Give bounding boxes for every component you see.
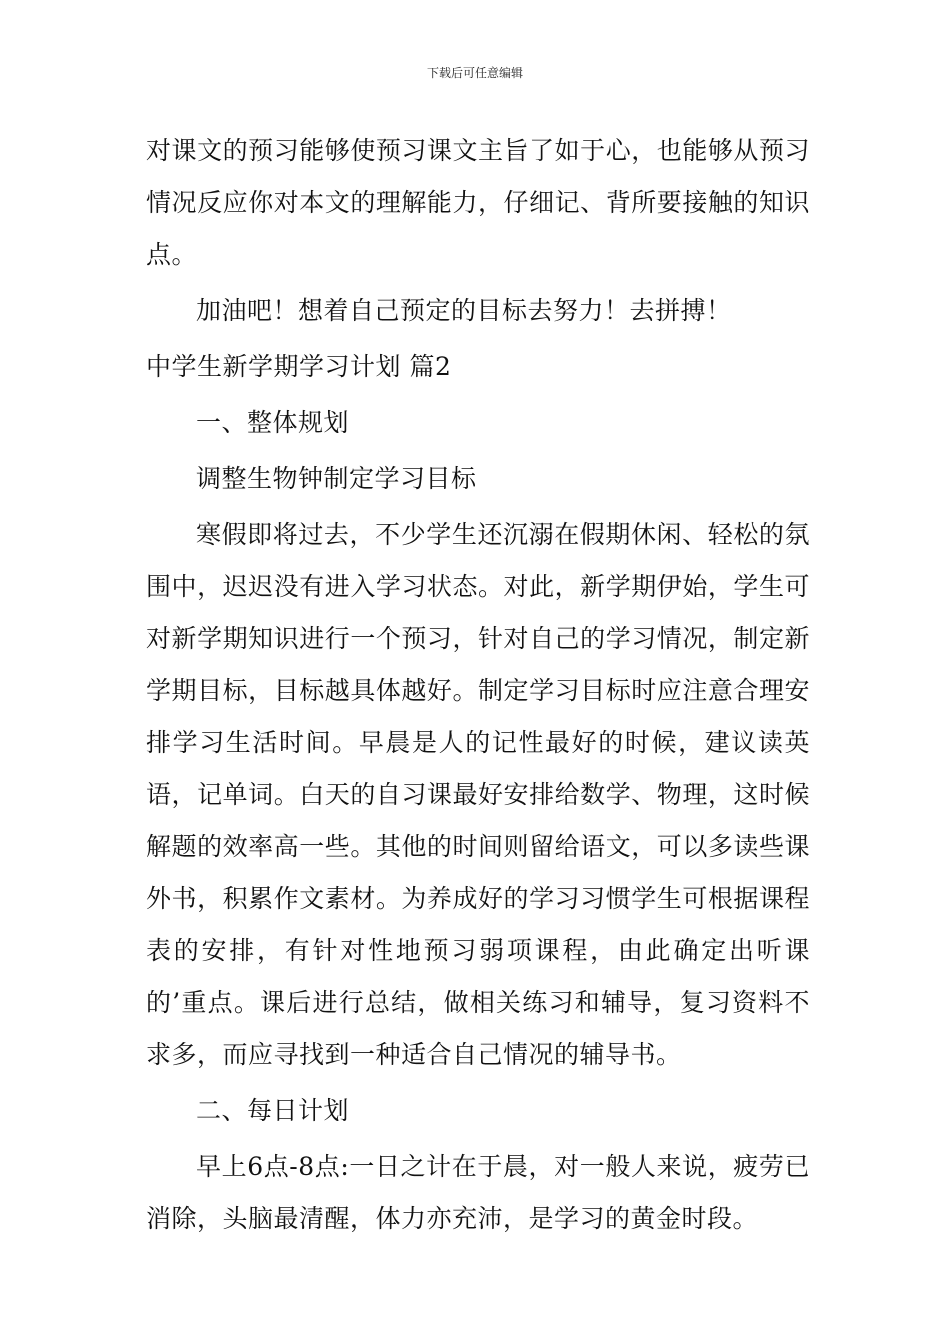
paragraph-encouragement: 加油吧！想着自己预定的目标去努力！去拼搏！ bbox=[196, 296, 732, 325]
paragraph-morning-schedule: 早上6点-8点:一日之计在于晨，对一般人来说，疲劳已 消除，头脑最清醒，体力亦充沛，是学习的黄金时段。 bbox=[146, 1152, 810, 1233]
document-body bbox=[146, 125, 810, 1249]
subheading-adjust-clock: 调整生物钟制定学习目标 bbox=[196, 464, 477, 493]
plan-title: 中学生新学期学习计划 篇2 bbox=[146, 352, 452, 381]
paragraph-preview-reading: 对课文的预习能够使预习课文主旨了如于心，也能够从预习情况反应你对本文的理解能力，仔细记、背所要接触的知识点。 bbox=[146, 136, 810, 269]
section-heading-overall-plan: 一、整体规划 bbox=[196, 408, 350, 437]
paragraph-winter-break: 寒假即将过去，不少学生还沉溺在假期休闲、轻松的氛围中，迟迟没有进入学习状态。对此，新学期伊始，学生可对新学期知识进行一个预习，针对自己的学习情况，制定新学期目标，目标越具体越好。制定学习目标时应注意合理安排学习生活时间。早晨是人的记性最好的时候，建议读英语，记单词。白天的自习课最好安排给数学、物理，这时候解题的效率高一些。其他的时间则留给语文，可以多读些课外书，积累作文素材。为养成好的学习习惯学生可根据课程表的安排，有针对性地预习弱项课程，由此确定出听课的’重点。课后进行总结，做相关练习和辅导，复习资料不求多，而应寻找到一种适合自己情况的辅导书。 bbox=[146, 520, 810, 1069]
section-heading-daily-plan: 二、每日计划 bbox=[196, 1096, 350, 1125]
page-header-note: 下载后可任意编辑 bbox=[426, 66, 523, 80]
